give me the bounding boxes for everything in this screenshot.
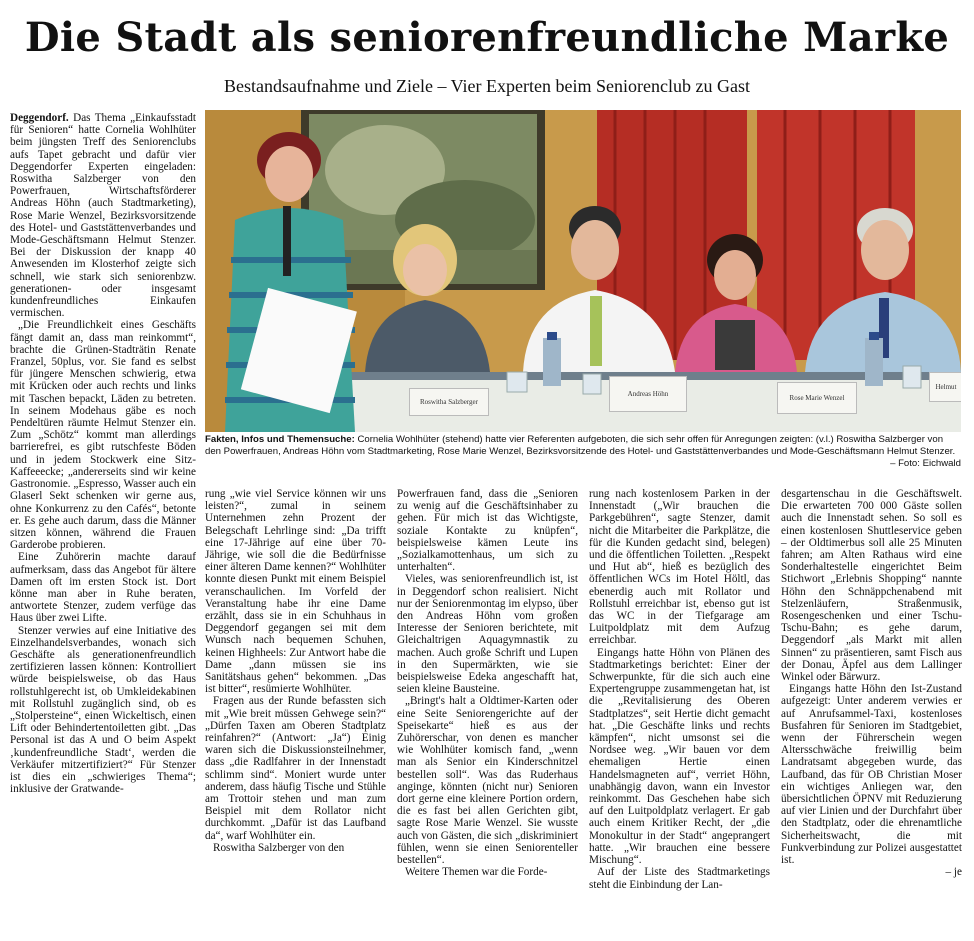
photo-caption: [205, 434, 961, 470]
author-sign: – je: [945, 866, 962, 879]
paragraph: Eingangs hatte Höhn von Plänen des Stadtmarketings berichtet: Einer der Schwerpunkte, für die sich auch eine Expertengruppe zusammengetan hat, ist die „Revitalisierung des Oberen Stadtplatzes“, seit Hertie dicht gemacht hat. „Die Geschäfte links und rechts kämpfen“, nicht umsonst sei die Nordsee weg. „Wir bauen vor dem ehemaligen Hertie einen Handelsmagneten auf“, verriet Höhn, unabhängig davon, wann ein Investor reinkommt. Das Geschehen habe sich auf den Luitpoldplatz verlagert. Er gab auch einem Kritiker Recht, der „die Monokultur in der Stadt“ angeprangert hatte. „Wir brauchen eine bessere Mischung“.: [589, 646, 770, 867]
article-column-3: [397, 488, 578, 879]
paragraph: Auf der Liste des Stadtmarketings steht die Einbindung der Lan-: [589, 866, 770, 891]
paragraph: Powerfrauen fand, dass die „Senioren zu wenig auf die Geschäftsinhaber zu gehen. Für mich ist das Wichtigste, soziale Kontakte zu knüpfen“, beispielsweise kämen Leute ins „Sozialkamottenhaus, um sich zu unterhalten“.: [397, 488, 578, 574]
photo-credit: – Foto: Eichwald: [890, 458, 961, 469]
caption-lead: Fakten, Infos und Themensuche:: [205, 434, 355, 445]
caption-text: Cornelia Wohlhüter (stehend) hatte vier Referenten aufgeboten, die sich sehr offen für Anregungen zeigten: (v.l.) Roswitha Salzberger von den Powerfrauen, Andreas Höhn vom Stadtmarketing, Rose Marie Wenzel, Bezirksvorsitzende des Hotel- und Gaststättenverbandes und Mode-Geschäftsmann Helmut Stenzer.: [205, 434, 956, 457]
paragraph: [10, 112, 196, 319]
article-column-4: [589, 488, 770, 891]
paragraph-text: Das Thema „Einkaufsstadt für Senioren“ hatte Cornelia Wohlhüter beim jüngsten Treff des Seniorenclubs aufs Tapet gebracht und dafür vier Deggendorfer Experten eingeladen: Roswitha Salzberger von den Powerfrauen, Wirtschaftsförderer Andreas Höhn (auch Stadtmarketing), Rose Marie Wenzel, Bezirksvorsitzende des Hotel- und Gaststättenverbandes und Mode-Geschäftsmann Helmut Stenzer. Bei der Diskussion der knapp 40 Anwesenden im Klosterhof zeigte sich schnell, wie stark sich seniorenbzw. generationen- oder insgesamt kundenfreundliches Einkaufen vermischen.: [10, 112, 197, 320]
paragraph: rung nach kostenlosem Parken in der Innenstadt („Wir brauchen die Parkgebühren“, sagte Stenzer, damit nicht die Mitarbeiter die Parkplätze, die für die Kunden gedacht sind, belegen) und die öffentlichen Toiletten. „Respekt und Hut ab“, hieß es bezüglich des öffentlichen WCs im Hotel Höltl, das ebenerdig auch mit Rollator und Rollstuhl erreichbar ist, ebenso gut ist das WC in der Tiefgarage am Luitpoldplatz mit dem Aufzug erreichbar.: [589, 488, 770, 647]
headline: Die Stadt als seniorenfreundliche Marke: [24, 14, 950, 61]
paragraph: „Die Freundlichkeit eines Geschäfts fängt damit an, dass man reinkommt“, brachte die Grünen-Stadträtin Renate Franzel, 50plus, vor. Sie fand es selbst für jüngere Menschen schwierig, etwa mit Krücken oder auch rechts und links mit Taschen bepackt, Läden zu betreten. In seinem Modehaus gäbe es noch Pendeltüren räumte Helmut Stenzer ein. Zum „Schötz“ kommt man allerdings barrierefrei, es gibt rutschfeste Böden und in jedem Stockwerk eine Sitz-Kaffeeecke; „andererseits sind wir keine Gastronomie. „Espresso, Wasser auch ein Glaserl Sekt schenken wir gerne aus, ohne Konkurrenz zu den Cafés“, betonte er. Es gehe auch darum, dass die Männer sitzen können, während die Frauen Garderobe probieren.: [10, 319, 196, 552]
paragraph: „Bringt's halt a Oldtimer-Karten oder eine Seite Seniorengerichte auf der Speisekarte“ hieß es aus der Zuhörerschar, von denen es mancher wie Wohlhüter komisch fand, „wenn man als Senior ein Kinderschnitzel bestellen soll“. Was das Ruderhaus anginge, könnten (nicht nur) Senioren dort gerne eine kleinere Portion ordern, die es fast bei allen Gerichten gibt, sagte Rose Marie Wenzel. Sie wusste auch von Gästen, die sich „diskriminiert fühlen, wenn sie einen Seniorenteller bestellen“.: [397, 695, 578, 867]
article-column-2: [205, 488, 386, 854]
name-card: Roswitha Salzberger: [409, 388, 489, 416]
paragraph: Roswitha Salzberger von den: [213, 841, 345, 854]
article-column-5: [781, 488, 962, 879]
name-card: Andreas Höhn: [609, 376, 687, 412]
paragraph: Eine Zuhörerin machte darauf aufmerksam, dass das Angebot für ältere Damen oft im ersten Stock ist. Dort könne man aber in Ruhe beraten, antwortete Stenzer, zudem verfüge das Haus über zwei Lifte.: [10, 551, 196, 625]
name-card: Rose Marie Wenzel: [777, 382, 857, 414]
paragraph: desgartenschau in die Geschäftswelt. Die erwarteten 700 000 Gäste sollen auch die Innenstadt sehen. So soll es einen kostenlosen Shuttleservice geben – der Oldtimerbus soll alle 25 Minuten fahren; am Alten Rathaus wird eine Sonderhaltestelle eingerichtet Beim Stichwort „Erlebnis Shopping“ nannte Höhn den Schnäppchenabend mit Stelzenläufern, Straßenmusik, Rosengeschenken und einer Tschu-Tschu-Bahn; es gehe darum, Deggendorf „als Markt mit allen Sinnen“ zu präsentieren, samt Fisch aus der Donau, Äpfel aus dem Lallinger Winkel oder Bärwurz.: [781, 488, 962, 684]
name-card: Helmut: [929, 372, 961, 402]
paragraph: Eingangs hatte Höhn den Ist-Zustand aufgezeigt: Unter anderem verwies er auf Anrufsammel-Taxi, kostenloses Busfahren für Senioren im Stadtgebiet, wenn der Führerschein wegen Altersschwäche freiwillig beim Landratsamt abgegeben wurde, das Laufband, das für OB Christian Moser ein wichtiges Anliegen war, den übersichtlichen ÖPNV mit Reduzierung auf vier Linien und der Durchfahrt über den Stadtplatz, oder die ehrenamtliche Sicherheitswacht, die mit Funkverbindung zur Polizei ausgestattet ist.: [781, 683, 962, 867]
article-photo: [205, 110, 961, 432]
paragraph: Fragen aus der Runde befassten sich mit „Wie breit müssen Gehwege sein?“ „Dürfen Taxen am Oberen Stadtplatz reinfahren?“ (Antwort: „Ja“) Einig waren sich die Diskussionsteilnehmer, dass „die Radlfahrer in der Innenstadt schlimm sind“. Moniert wurde unter anderem, dass häufig Tische und Stühle am Trottoir stehen und man zum Beispiel mit dem Rollator nicht durchkommt. „Dafür ist das Laufband da“, warf Wohlhüter ein.: [205, 695, 386, 842]
article-column-1: [10, 112, 196, 795]
paragraph: Vieles, was seniorenfreundlich ist, ist in Deggendorf schon realisiert. Nicht nur der Seniorenmontag im elypso, über den Andreas Höhn vom großen Interesse der Senioren berichtete, mit Gleichaltrigen Aquagymnastik zu machen. Auch große Schrift und Lupen in den Supermärkten, wie sie beispielsweise Edeka angeschafft hat, seien kleine Bausteine.: [397, 573, 578, 696]
paragraph: Stenzer verwies auf eine Initiative des Einzelhandelsverbandes, wonach sich Geschäfte als generationenfreundlich zertifizieren lassen können: Kontrolliert würde beispielsweise, ob das Haus rollstuhlgerecht ist, ob Umkleidekabinen mit Rollstuhl zugänglich sind, ob es „Stolpersteine“, einen Wickeltisch, einen Lift oder Behindertentoiletten gibt. „Das Personal ist das A und O beim Aspekt ‚kundenfreundliche Stadt‘, werden die Verkäufer mitzertifiziert?“ Für Stenzer ist dies ein „schwieriges Thema“; inklusive der Gratwande-: [10, 624, 196, 796]
subheadline: Bestandsaufnahme und Ziele – Vier Experten beim Seniorenclub zu Gast: [224, 76, 750, 96]
paragraph: Weitere Themen war die Forde-: [405, 866, 548, 879]
paragraph: rung „wie viel Service können wir uns leisten?“, zumal in seinem Unternehmen zehn Prozent der Belegschaft Lehrlinge sind: „Da trifft eine 17-Jährige auf eine über 70-Jährige, wie soll die die Bedürfnisse einer älteren Dame kennen?“ Wohlhüter konnte diesen Punkt mit einem Beispiel veranschaulichen. Im Vorfeld der Veranstaltung habe ihr eine Dame erzählt, dass sie in ein Schuhhaus in Deggendorf gegangen sei mit dem Wunsch nach bequemen Schuhen, keinen Highheels: Zur Antwort habe die Dame „dann müssen sie ins Sanitätshaus gehen“ bekommen. „Das ist bitter“, resümierte Wohlhüter.: [205, 488, 386, 696]
dateline: Deggendorf.: [10, 112, 69, 124]
